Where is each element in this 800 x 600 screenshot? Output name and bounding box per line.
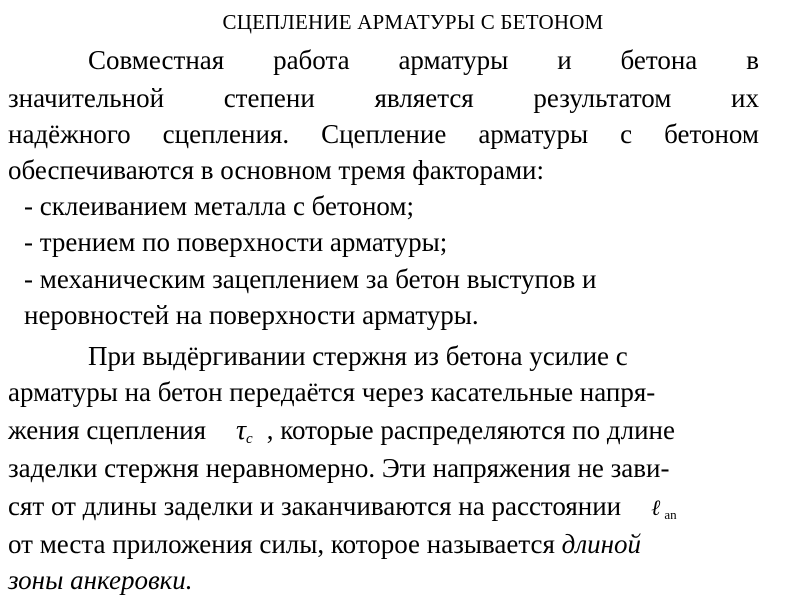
l-an-symbol [651, 492, 676, 531]
paragraph-1-line-4: обеспечиваются в основном тремя факторами: [8, 155, 544, 185]
paragraph-2-line-3 [8, 414, 675, 455]
word: их [731, 83, 759, 113]
text-fragment: , которые распределяются по длине [266, 415, 675, 445]
text-fragment: от места приложения силы, которое называется [8, 529, 562, 559]
paragraph-2-line-4: заделки стержня неравномерно. Эти напряжения не зави- [8, 453, 670, 483]
word: степени [223, 83, 315, 113]
paragraph-2-line-5 [8, 490, 677, 531]
word: Сцепление [321, 119, 447, 149]
tau-letter: τ [236, 415, 247, 446]
word: надёжного [8, 119, 131, 149]
word: является [374, 83, 474, 113]
l-subscript: an [664, 507, 677, 522]
paragraph-2-line-1: При выдёргивании стержня из бетона усилие с [88, 341, 628, 371]
italic-term: длиной [561, 529, 641, 559]
l-letter: ℓ [651, 495, 661, 520]
paragraph-1-line-3 [8, 118, 759, 150]
word: бетоном [664, 119, 759, 149]
list-item-1: - склеиванием металла с бетоном; [24, 191, 415, 221]
text-fragment: жения сцепления [8, 415, 206, 445]
word: арматуры [398, 45, 509, 75]
word: работа [273, 45, 350, 75]
list-item-3-continued: неровностей на поверхности арматуры. [24, 300, 479, 330]
list-item-3: - механическим зацеплением за бетон выступов и [24, 264, 597, 294]
paragraph-2-line-2: арматуры на бетон передаётся через касательные напря- [8, 377, 656, 407]
word: значительной [8, 83, 165, 113]
paragraph-2-line-6 [8, 528, 641, 560]
text-fragment: сят от длины заделки и заканчиваются на расстоянии [8, 491, 622, 521]
list-item-2: - трением по поверхности арматуры; [24, 227, 448, 257]
word: результатом [533, 83, 672, 113]
page-title: СЦЕПЛЕНИЕ АРМАТУРЫ С БЕТОНОМ [222, 10, 604, 34]
paragraph-1-line-1 [88, 44, 759, 76]
word: и [557, 45, 572, 75]
paragraph-2-line-7: зоны анкеровки. [8, 565, 193, 595]
word: бетона [620, 45, 698, 75]
word: с [620, 119, 633, 149]
tau-c-symbol [236, 415, 253, 455]
word: в [746, 45, 759, 75]
word: Совместная [88, 45, 225, 75]
tau-subscript: c [246, 431, 253, 447]
word: арматуры [478, 119, 589, 149]
word: сцепления. [162, 119, 290, 149]
paragraph-1-line-2 [8, 82, 759, 114]
